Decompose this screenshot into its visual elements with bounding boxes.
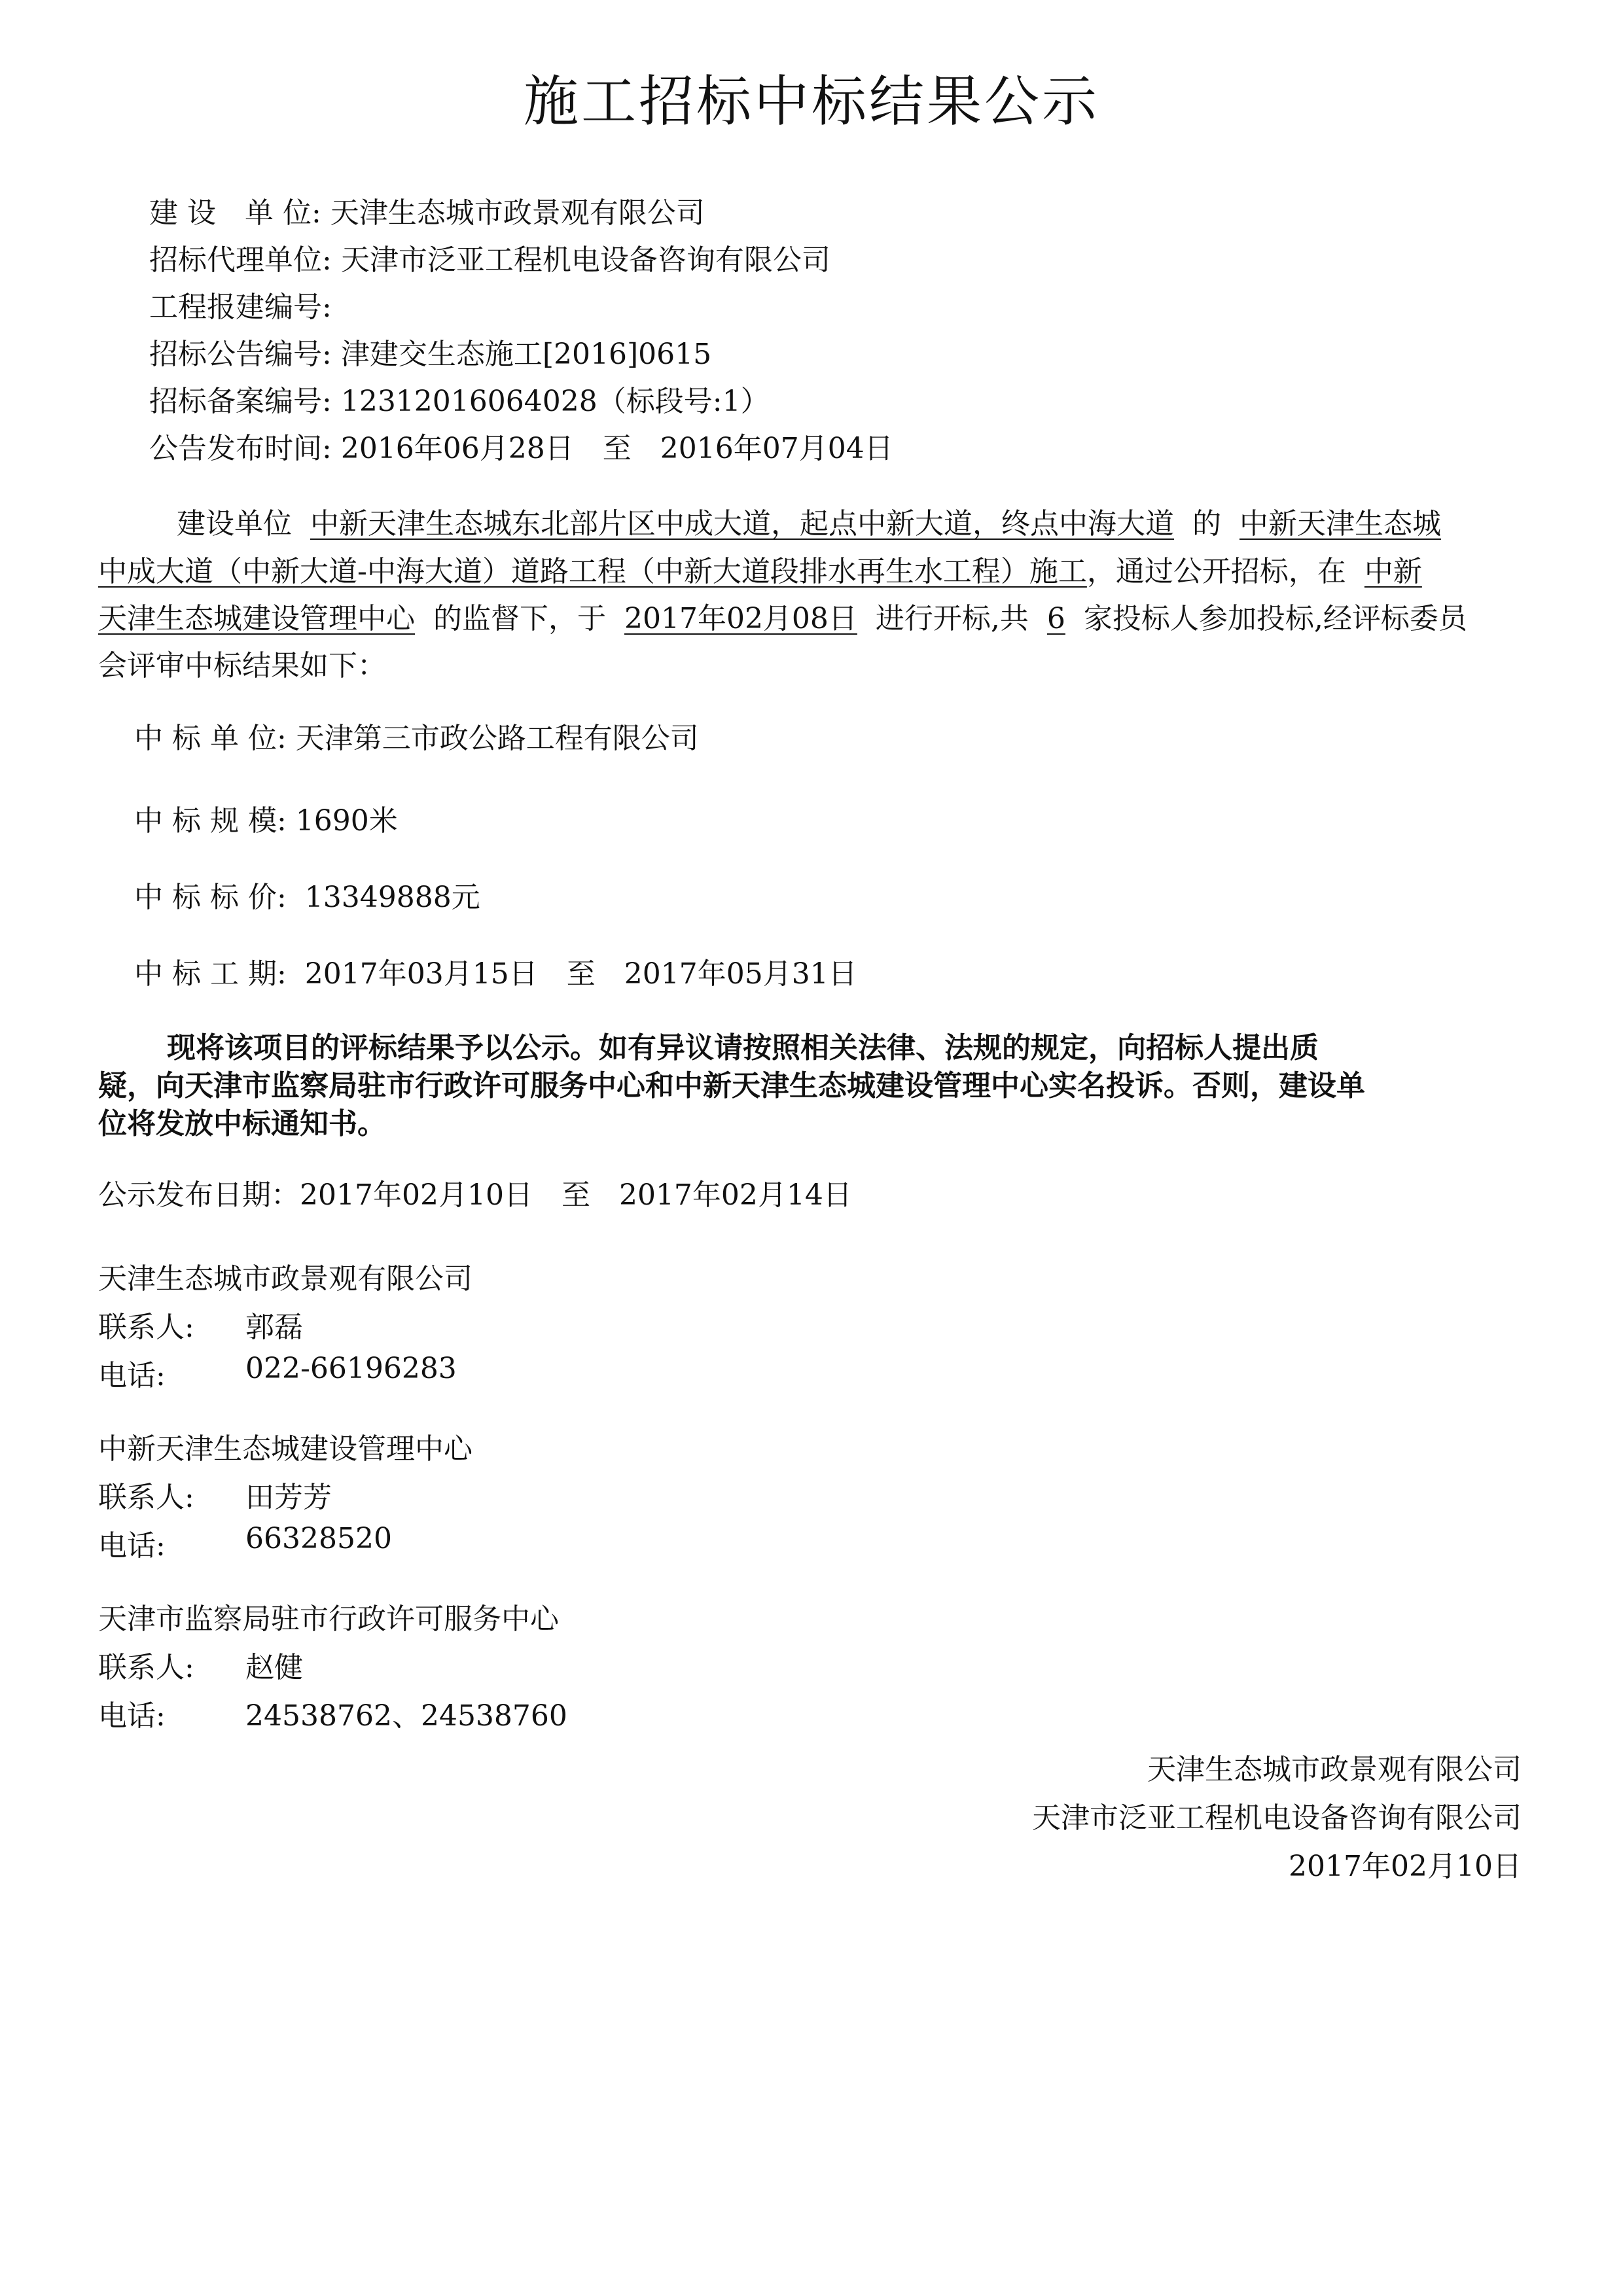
contact-person-label: 联系人: — [98, 1481, 194, 1514]
meta-row — [149, 425, 893, 472]
intro-text: 家投标人参加投标,经评标委员 — [1083, 602, 1467, 635]
award-value: 1690米 — [295, 804, 398, 838]
meta-label: 建 设 单 位: — [149, 196, 321, 230]
signature-org: 天津生态城市政景观有限公司 — [1147, 1753, 1522, 1786]
meta-label: 公告发布时间: — [149, 432, 332, 465]
supervisor-name: 天津生态城建设管理中心 — [98, 602, 415, 635]
contact-phone-label: 电话: — [98, 1359, 166, 1392]
contact-org: 中新天津生态城建设管理中心 — [98, 1432, 473, 1466]
intro-line: 会评审中标结果如下： — [98, 649, 386, 682]
meta-row — [149, 190, 705, 237]
intro-line — [98, 595, 1574, 643]
meta-value: 2016年06月28日 至 2016年07月04日 — [340, 432, 893, 465]
award-value: 13349888元 — [304, 881, 480, 914]
intro-text: 进行开标,共 — [875, 602, 1029, 635]
meta-row — [149, 284, 332, 331]
award-value: 天津第三市政公路工程有限公司 — [295, 722, 699, 755]
award-label: 中 标 工 期: — [134, 957, 287, 991]
meta-value: 津建交生态施工[2016]0615 — [340, 338, 712, 371]
intro-text: 的 — [1192, 507, 1221, 540]
notice-line: 现将该项目的评标结果予以公示。如有异议请按照相关法律、法规的规定，向招标人提出质 — [167, 1031, 1319, 1065]
contact-phone: 24538762、24538760 — [245, 1699, 567, 1733]
meta-row — [149, 331, 711, 378]
contact-person: 赵健 — [245, 1651, 303, 1684]
contact-org: 天津生态城市政景观有限公司 — [98, 1262, 473, 1296]
project-location: 中新天津生态城东北部片区中成大道，起点中新大道，终点中海大道 — [310, 507, 1174, 540]
contact-phone: 66328520 — [245, 1522, 392, 1555]
signature-date: 2017年02月10日 — [1289, 1850, 1522, 1883]
page-title: 施工招标中标结果公示 — [523, 69, 1099, 133]
notice-line: 疑，向天津市监察局驻市行政许可服务中心和中新天津生态城建设管理中心实名投诉。否则，建设单 — [98, 1069, 1365, 1103]
project-name: 中新天津生态城 — [1239, 507, 1441, 540]
award-row — [134, 797, 398, 839]
meta-label: 招标公告编号: — [149, 338, 332, 371]
meta-value: 天津市泛亚工程机电设备咨询有限公司 — [340, 243, 830, 277]
contact-person-label: 联系人: — [98, 1311, 194, 1344]
meta-row — [149, 378, 770, 425]
project-name: 中成大道（中新大道-中海大道）道路工程（中新大道段排水再生水工程）施工 — [98, 555, 1087, 588]
intro-text: 的监督下，于 — [433, 602, 606, 635]
award-label: 中 标 单 位: — [134, 722, 287, 755]
meta-label: 工程报建编号: — [149, 291, 332, 324]
meta-row — [149, 237, 830, 284]
award-row — [134, 715, 699, 756]
contact-phone: 022-66196283 — [245, 1352, 457, 1385]
intro-line — [98, 548, 1574, 595]
award-row — [134, 950, 857, 992]
opening-date: 2017年02月08日 — [624, 602, 857, 635]
intro-text: ，通过公开招标，在 — [1086, 555, 1346, 588]
signature-org: 天津市泛亚工程机电设备咨询有限公司 — [1032, 1801, 1522, 1835]
intro-line — [0, 501, 1574, 548]
notice-line: 位将发放中标通知书。 — [98, 1107, 386, 1140]
contact-org: 天津市监察局驻市行政许可服务中心 — [98, 1602, 559, 1636]
award-label: 中 标 规 模: — [134, 804, 287, 838]
award-label: 中 标 标 价: — [134, 881, 287, 914]
contact-phone-label: 电话: — [98, 1529, 166, 1563]
contact-phone-label: 电话: — [98, 1699, 166, 1733]
supervisor-name: 中新 — [1364, 555, 1422, 588]
award-value: 2017年03月15日 至 2017年05月31日 — [304, 957, 857, 991]
meta-value: 天津生态城市政景观有限公司 — [330, 196, 705, 230]
meta-label: 招标备案编号: — [149, 385, 332, 418]
contact-person: 郭磊 — [245, 1311, 303, 1344]
publish-date: 公示发布日期：2017年02月10日 至 2017年02月14日 — [98, 1178, 852, 1212]
intro-text: 建设单位 — [177, 507, 292, 540]
meta-value: 12312016064028（标段号:1） — [340, 385, 770, 418]
contact-person: 田芳芳 — [245, 1481, 332, 1514]
meta-label: 招标代理单位: — [149, 243, 332, 277]
contact-person-label: 联系人: — [98, 1651, 194, 1684]
award-row — [134, 874, 480, 915]
bidder-count: 6 — [1046, 602, 1065, 635]
